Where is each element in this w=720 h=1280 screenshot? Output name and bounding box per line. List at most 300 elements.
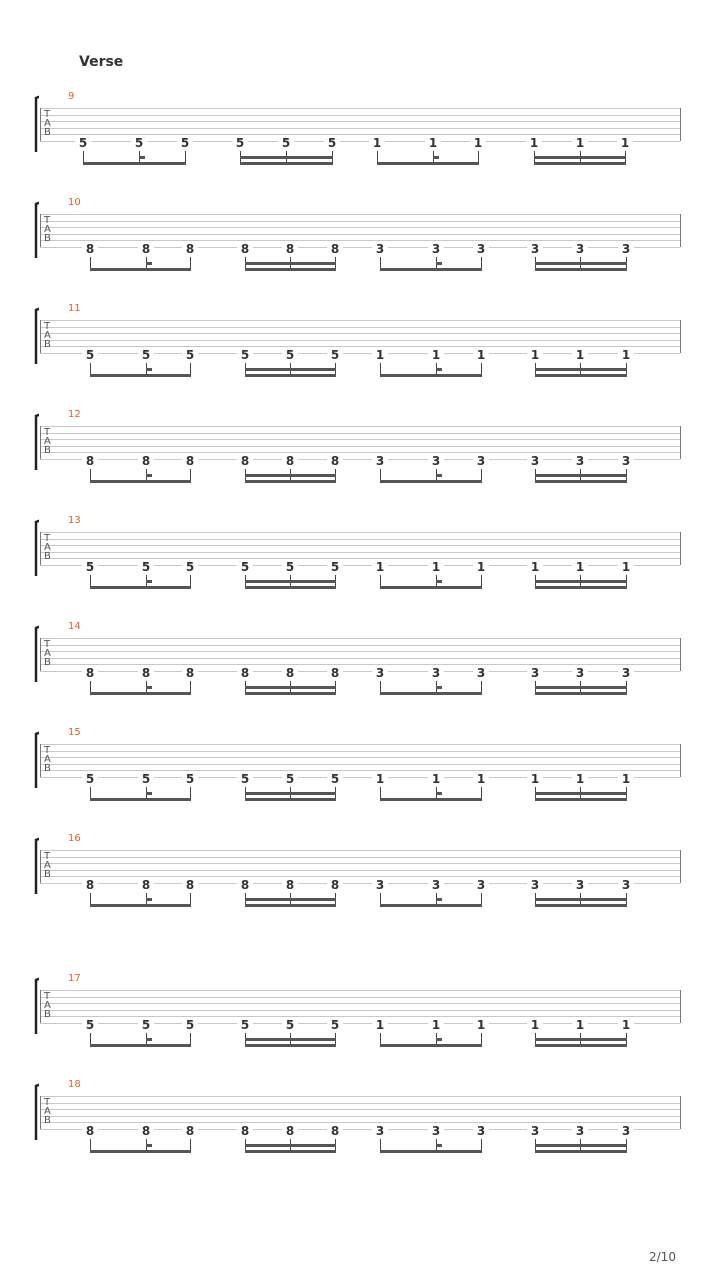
beam [90,692,191,695]
fret-number: 3 [473,879,489,891]
beam [535,798,627,801]
fret-number: 3 [572,1125,588,1137]
beam [380,480,482,483]
staff-line [40,227,680,228]
staff-line [40,234,680,235]
tab-system [0,91,720,175]
beam [90,586,191,589]
fret-number: 1 [473,773,489,785]
measure-number: 18 [68,1079,81,1090]
fret-number: 8 [237,879,253,891]
fret-number: 3 [372,243,388,255]
barline [40,744,41,777]
staff-line [40,452,680,453]
fret-number: 8 [138,879,154,891]
fret-number: 5 [327,561,343,573]
tab-letter: B [44,339,51,350]
barline [680,1096,681,1129]
fret-number: 5 [327,773,343,785]
staff-line [40,1116,680,1117]
fret-number: 1 [618,773,634,785]
barline [680,320,681,353]
rhythm-dot [146,686,152,689]
beam [245,1150,336,1153]
beam [245,580,336,583]
tab-letter: A [44,436,51,447]
fret-number: 8 [282,879,298,891]
fret-number: 5 [138,773,154,785]
beam [534,162,626,165]
fret-number: 8 [327,455,343,467]
fret-number: 8 [237,667,253,679]
tab-letter: A [44,330,51,341]
fret-number: 1 [473,561,489,573]
staff-line [40,108,680,109]
beam [90,798,191,801]
measure-number: 12 [68,409,81,420]
staff-line [40,757,680,758]
beam [245,792,336,795]
staff-line [40,863,680,864]
beam [245,480,336,483]
beam [535,480,627,483]
fret-number: 3 [473,1125,489,1137]
staff-line [40,645,680,646]
rhythm-dot [436,1038,442,1041]
fret-number: 5 [182,773,198,785]
beam [380,904,482,907]
tab-letter: B [44,657,51,668]
fret-number: 1 [527,773,543,785]
fret-number: 8 [82,1125,98,1137]
staff-bracket [33,836,39,894]
beam [240,156,333,159]
staff-line [40,1003,680,1004]
fret-number: 5 [138,561,154,573]
fret-number: 3 [473,455,489,467]
tab-letter: A [44,542,51,553]
measure-number: 15 [68,727,81,738]
staff-line [40,115,680,116]
staff-bracket [33,624,39,682]
staff-line [40,433,680,434]
page-number: 2/10 [649,1250,676,1264]
fret-number: 8 [82,879,98,891]
fret-number: 1 [372,1019,388,1031]
beam [245,686,336,689]
staff-line [40,439,680,440]
rhythm-dot [436,580,442,583]
fret-number: 3 [527,243,543,255]
beam [245,798,336,801]
staff-bracket [33,1082,39,1140]
tab-letter: T [44,639,51,650]
tab-letter: T [44,215,51,226]
barline [40,990,41,1023]
fret-number: 3 [618,879,634,891]
beam [535,792,627,795]
fret-number: 5 [177,137,193,149]
tab-letter: A [44,1000,51,1011]
staff-line [40,751,680,752]
fret-number: 8 [327,1125,343,1137]
staff-bracket [33,730,39,788]
rhythm-dot [139,156,145,159]
fret-number: 8 [327,879,343,891]
tab-letter: B [44,1115,51,1126]
fret-number: 8 [182,243,198,255]
barline [680,108,681,141]
fret-number: 1 [369,137,385,149]
fret-number: 8 [138,1125,154,1137]
fret-number: 1 [428,1019,444,1031]
staff-line [40,770,680,771]
fret-number: 8 [237,243,253,255]
fret-number: 1 [526,137,542,149]
staff-line [40,638,680,639]
fret-number: 5 [138,1019,154,1031]
tab-letter: B [44,1009,51,1020]
fret-number: 5 [327,349,343,361]
fret-number: 8 [82,243,98,255]
rhythm-dot [436,262,442,265]
fret-number: 3 [372,1125,388,1137]
fret-number: 3 [572,879,588,891]
tab-letter: A [44,754,51,765]
fret-number: 5 [82,1019,98,1031]
tab-letter: T [44,1097,51,1108]
staff-line [40,870,680,871]
staff-bracket [33,306,39,364]
fret-number: 1 [618,1019,634,1031]
rhythm-dot [146,580,152,583]
beam [380,692,482,695]
fret-number: 1 [425,137,441,149]
fret-number: 3 [473,667,489,679]
beam [380,1044,482,1047]
staff-line [40,333,680,334]
tab-letter: B [44,445,51,456]
fret-number: 3 [618,243,634,255]
rhythm-dot [433,156,439,159]
fret-number: 5 [282,1019,298,1031]
fret-number: 3 [428,1125,444,1137]
fret-number: 3 [527,1125,543,1137]
fret-number: 5 [282,561,298,573]
tab-system [0,303,720,387]
fret-number: 8 [282,667,298,679]
measure-number: 13 [68,515,81,526]
fret-number: 3 [527,879,543,891]
tab-letter: T [44,109,51,120]
tab-letter: T [44,321,51,332]
measure-number: 11 [68,303,81,314]
staff-line [40,1103,680,1104]
staff-line [40,850,680,851]
tab-letter: A [44,224,51,235]
fret-number: 8 [182,667,198,679]
tab-letter: B [44,551,51,562]
staff-bracket [33,976,39,1034]
barline [680,214,681,247]
fret-number: 3 [428,243,444,255]
beam [535,1044,627,1047]
beam [245,586,336,589]
staff-line [40,221,680,222]
rhythm-dot [146,898,152,901]
fret-number: 5 [182,561,198,573]
staff-line [40,658,680,659]
fret-number: 1 [372,773,388,785]
fret-number: 8 [282,455,298,467]
staff-line [40,651,680,652]
fret-number: 1 [473,1019,489,1031]
tab-system [0,515,720,599]
fret-number: 8 [82,455,98,467]
beam [245,904,336,907]
tab-system [0,409,720,493]
staff-line [40,876,680,877]
staff-bracket [33,94,39,152]
fret-number: 3 [527,667,543,679]
measure-number: 17 [68,973,81,984]
fret-number: 8 [282,243,298,255]
beam [535,1150,627,1153]
fret-number: 3 [618,1125,634,1137]
fret-number: 1 [617,137,633,149]
staff-line [40,857,680,858]
fret-number: 5 [232,137,248,149]
fret-number: 1 [527,1019,543,1031]
rhythm-dot [146,1038,152,1041]
beam [535,580,627,583]
beam [245,1044,336,1047]
staff-bracket [33,412,39,470]
fret-number: 1 [618,561,634,573]
staff-line [40,532,680,533]
tab-letter: B [44,233,51,244]
fret-number: 3 [618,455,634,467]
fret-number: 1 [527,561,543,573]
fret-number: 1 [372,561,388,573]
tab-letter: B [44,869,51,880]
measure-number: 16 [68,833,81,844]
fret-number: 1 [428,561,444,573]
fret-number: 5 [278,137,294,149]
fret-number: 1 [572,561,588,573]
staff-line [40,744,680,745]
rhythm-dot [146,792,152,795]
tab-letter: T [44,427,51,438]
barline [680,990,681,1023]
barline [40,426,41,459]
section-label: Verse [79,54,124,70]
staff-line [40,990,680,991]
beam [535,686,627,689]
fret-number: 1 [527,349,543,361]
staff-line [40,664,680,665]
beam [535,904,627,907]
rhythm-dot [436,898,442,901]
fret-number: 5 [82,349,98,361]
tab-system [0,727,720,811]
fret-number: 5 [237,561,253,573]
fret-number: 8 [282,1125,298,1137]
staff-line [40,128,680,129]
measure-number: 9 [68,91,75,102]
staff-line [40,446,680,447]
fret-number: 8 [138,667,154,679]
rhythm-dot [436,792,442,795]
fret-number: 3 [527,455,543,467]
beam [90,1150,191,1153]
beam [90,1044,191,1047]
tab-letter: T [44,533,51,544]
beam [380,1150,482,1153]
tab-system [0,621,720,705]
beam [245,692,336,695]
tab-letter: A [44,1106,51,1117]
barline [40,850,41,883]
barline [40,214,41,247]
fret-number: 5 [282,773,298,785]
fret-number: 5 [131,137,147,149]
barline [680,638,681,671]
beam [377,162,479,165]
fret-number: 3 [428,667,444,679]
fret-number: 5 [75,137,91,149]
beam [535,368,627,371]
beam [535,1144,627,1147]
beam [245,262,336,265]
staff-line [40,545,680,546]
fret-number: 1 [473,349,489,361]
fret-number: 3 [372,455,388,467]
tab-letter: B [44,763,51,774]
barline [680,744,681,777]
staff-line [40,1016,680,1017]
beam [535,374,627,377]
beam [245,898,336,901]
fret-number: 8 [327,667,343,679]
beam [380,798,482,801]
tab-letter: B [44,127,51,138]
fret-number: 8 [237,1125,253,1137]
staff-bracket [33,200,39,258]
tab-letter: T [44,851,51,862]
beam [245,474,336,477]
beam [535,586,627,589]
fret-number: 8 [138,455,154,467]
beam [245,374,336,377]
staff-line [40,552,680,553]
fret-number: 3 [618,667,634,679]
fret-number: 5 [237,1019,253,1031]
tab-letter: A [44,860,51,871]
fret-number: 5 [327,1019,343,1031]
fret-number: 8 [182,879,198,891]
rhythm-dot [436,686,442,689]
beam [535,692,627,695]
beam [535,474,627,477]
fret-number: 5 [237,773,253,785]
beam [245,268,336,271]
beam [534,156,626,159]
fret-number: 5 [324,137,340,149]
fret-number: 8 [182,455,198,467]
fret-number: 5 [138,349,154,361]
beam [380,374,482,377]
staff-line [40,997,680,998]
fret-number: 3 [428,879,444,891]
staff-line [40,764,680,765]
fret-number: 3 [428,455,444,467]
fret-number: 1 [572,1019,588,1031]
tab-letter: T [44,745,51,756]
tab-system [0,197,720,281]
rhythm-dot [436,1144,442,1147]
beam [535,1038,627,1041]
rhythm-dot [436,368,442,371]
staff-line [40,346,680,347]
rhythm-dot [146,1144,152,1147]
beam [90,904,191,907]
barline [680,850,681,883]
fret-number: 5 [82,561,98,573]
rhythm-dot [146,474,152,477]
tab-system [0,973,720,1057]
barline [680,532,681,565]
staff-line [40,121,680,122]
staff-line [40,426,680,427]
staff-line [40,539,680,540]
beam [380,268,482,271]
fret-number: 8 [327,243,343,255]
fret-number: 1 [572,137,588,149]
rhythm-dot [146,368,152,371]
fret-number: 3 [372,879,388,891]
barline [40,320,41,353]
fret-number: 5 [82,773,98,785]
beam [380,586,482,589]
beam [245,1144,336,1147]
staff-line [40,214,680,215]
staff-line [40,1096,680,1097]
barline [40,1096,41,1129]
fret-number: 8 [138,243,154,255]
fret-number: 1 [572,773,588,785]
staff-line [40,327,680,328]
fret-number: 1 [572,349,588,361]
fret-number: 3 [572,455,588,467]
beam [90,374,191,377]
rhythm-dot [436,474,442,477]
tab-letter: A [44,648,51,659]
fret-number: 3 [372,667,388,679]
fret-number: 5 [237,349,253,361]
measure-number: 14 [68,621,81,632]
fret-number: 5 [182,349,198,361]
fret-number: 5 [182,1019,198,1031]
tab-system [0,833,720,917]
fret-number: 8 [182,1125,198,1137]
beam [535,268,627,271]
barline [40,108,41,141]
staff-line [40,320,680,321]
fret-number: 3 [572,243,588,255]
rhythm-dot [146,262,152,265]
fret-number: 3 [572,667,588,679]
